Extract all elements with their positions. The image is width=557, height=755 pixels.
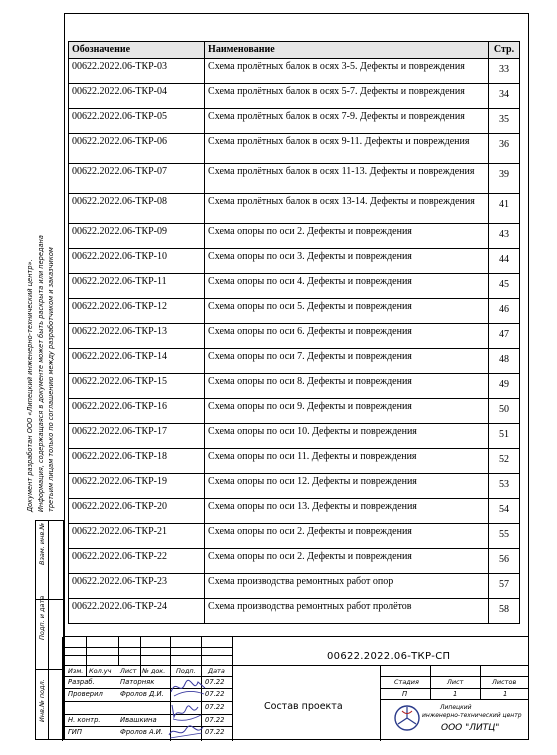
row-name: Схема опоры по оси 11. Дефекты и повреждения — [205, 449, 489, 474]
row-page: 45 — [489, 274, 520, 299]
row-name: Схема опоры по оси 5. Дефекты и повреждения — [205, 299, 489, 324]
row-code: 00622.2022.06-ТКР-24 — [69, 599, 205, 624]
date-row3: 07.22 — [205, 703, 225, 711]
org-name: ООО "ЛИТЦ" — [441, 723, 500, 733]
contents-table — [68, 41, 520, 624]
table-row — [69, 299, 520, 324]
row-code: 00622.2022.06-ТКР-19 — [69, 474, 205, 499]
table-row — [69, 164, 520, 194]
table-row — [69, 399, 520, 424]
row-name: Схема опоры по оси 7. Дефекты и повреждения — [205, 349, 489, 374]
row-code: 00622.2022.06-ТКР-22 — [69, 549, 205, 574]
row-page: 50 — [489, 399, 520, 424]
row-code: 00622.2022.06-ТКР-21 — [69, 524, 205, 549]
sheets-value: 1 — [503, 690, 508, 698]
row-code: 00622.2022.06-ТКР-05 — [69, 109, 205, 134]
role-razrab: Разраб. — [68, 678, 95, 686]
row-page: 43 — [489, 224, 520, 249]
table-row — [69, 324, 520, 349]
table-row — [69, 374, 520, 399]
row-name: Схема опоры по оси 2. Дефекты и повреждения — [205, 524, 489, 549]
row-page: 53 — [489, 474, 520, 499]
signature-nkontr — [168, 701, 204, 723]
row-page: 51 — [489, 424, 520, 449]
side-label-sign-date: Подп. и дата — [38, 595, 46, 640]
name-gip: Фролов А.И. — [120, 728, 164, 736]
row-name: Схема опоры по оси 8. Дефекты и повреждения — [205, 374, 489, 399]
row-code: 00622.2022.06-ТКР-15 — [69, 374, 205, 399]
confidentiality-notice: Документ разработан ООО «Липецкий инженерно-технический центр». Информация, содержащаяся в документе может быть раскрыта или передана третьим лицам только по соглашению между разработчиком и заказчиком — [26, 235, 55, 512]
table-row — [69, 449, 520, 474]
sheet-header: Лист — [447, 678, 464, 686]
table-row — [69, 134, 520, 164]
doc-title: Состав проекта — [264, 701, 343, 712]
row-page: 49 — [489, 374, 520, 399]
table-row — [69, 274, 520, 299]
table-header-row — [69, 42, 520, 59]
org-line1: Липецкий — [440, 704, 472, 711]
table-row — [69, 574, 520, 599]
table-row — [69, 599, 520, 624]
row-code: 00622.2022.06-ТКР-07 — [69, 164, 205, 194]
row-code: 00622.2022.06-ТКР-17 — [69, 424, 205, 449]
row-code: 00622.2022.06-ТКР-09 — [69, 224, 205, 249]
side-label-inv-orig: Инв.№ подл. — [38, 679, 46, 722]
table-row — [69, 474, 520, 499]
row-code: 00622.2022.06-ТКР-16 — [69, 399, 205, 424]
company-logo-icon — [392, 703, 422, 733]
table-row — [69, 349, 520, 374]
row-code: 00622.2022.06-ТКР-11 — [69, 274, 205, 299]
row-code: 00622.2022.06-ТКР-03 — [69, 59, 205, 84]
row-code: 00622.2022.06-ТКР-14 — [69, 349, 205, 374]
row-name: Схема опоры по оси 6. Дефекты и повреждения — [205, 324, 489, 349]
row-name: Схема пролётных балок в осях 13-14. Дефекты и повреждения — [205, 194, 489, 224]
row-page: 55 — [489, 524, 520, 549]
row-name: Схема опоры по оси 9. Дефекты и повреждения — [205, 399, 489, 424]
col-izm: Изм. — [68, 667, 84, 675]
row-page: 34 — [489, 84, 520, 109]
col-date: Дата — [208, 667, 225, 675]
doc-number: 00622.2022.06-ТКР-СП — [327, 651, 451, 662]
table-row — [69, 499, 520, 524]
row-page: 58 — [489, 599, 520, 624]
name-razrab: Паторняк — [120, 678, 155, 686]
title-block — [64, 636, 529, 741]
row-page: 48 — [489, 349, 520, 374]
table-row — [69, 84, 520, 109]
table-row — [69, 109, 520, 134]
date-gip: 07.22 — [205, 728, 225, 736]
table-row — [69, 224, 520, 249]
name-proveril: Фролов Д.И. — [120, 690, 164, 698]
row-name: Схема опоры по оси 10. Дефекты и повреждения — [205, 424, 489, 449]
col-podp: Подп. — [176, 667, 196, 675]
row-page: 54 — [489, 499, 520, 524]
row-page: 47 — [489, 324, 520, 349]
table-row — [69, 194, 520, 224]
table-row — [69, 249, 520, 274]
row-name: Схема опоры по оси 2. Дефекты и повреждения — [205, 224, 489, 249]
role-proveril: Проверил — [68, 690, 103, 698]
row-name: Схема пролётных балок в осях 5-7. Дефекты и повреждения — [205, 84, 489, 109]
row-name: Схема производства ремонтных работ пролётов — [205, 599, 489, 624]
row-page: 33 — [489, 59, 520, 84]
row-code: 00622.2022.06-ТКР-23 — [69, 574, 205, 599]
role-nkontr: Н. контр. — [68, 716, 101, 724]
row-code: 00622.2022.06-ТКР-10 — [69, 249, 205, 274]
col-kol: Кол.уч — [89, 667, 112, 675]
sheets-header: Листов — [492, 678, 517, 686]
stage-value: П — [402, 690, 408, 698]
row-name: Схема производства ремонтных работ опор — [205, 574, 489, 599]
org-line2: инженерно-технический центр — [422, 712, 522, 719]
row-name: Схема опоры по оси 13. Дефекты и повреждения — [205, 499, 489, 524]
row-page: 35 — [489, 109, 520, 134]
row-code: 00622.2022.06-ТКР-12 — [69, 299, 205, 324]
header-page: Стр. — [489, 42, 520, 59]
col-ndoc: № док. — [142, 667, 166, 675]
row-page: 39 — [489, 164, 520, 194]
row-page: 56 — [489, 549, 520, 574]
row-name: Схема опоры по оси 2. Дефекты и повреждения — [205, 549, 489, 574]
date-razrab: 07.22 — [205, 678, 225, 686]
row-code: 00622.2022.06-ТКР-04 — [69, 84, 205, 109]
side-label-inv-replace: Взам. инв.№ — [38, 522, 46, 565]
row-name: Схема опоры по оси 12. Дефекты и повреждения — [205, 474, 489, 499]
row-page: 57 — [489, 574, 520, 599]
sheet-value: 1 — [453, 690, 458, 698]
row-page: 41 — [489, 194, 520, 224]
signature-gip — [166, 723, 206, 741]
row-name: Схема пролётных балок в осях 9-11. Дефекты и повреждения — [205, 134, 489, 164]
row-code: 00622.2022.06-ТКР-20 — [69, 499, 205, 524]
date-nkontr: 07.22 — [205, 716, 225, 724]
date-proveril: 07.22 — [205, 690, 225, 698]
stage-header: Стадия — [394, 678, 419, 686]
table-row — [69, 549, 520, 574]
row-page: 44 — [489, 249, 520, 274]
row-name: Схема опоры по оси 3. Дефекты и повреждения — [205, 249, 489, 274]
col-list: Лист — [120, 667, 137, 675]
row-page: 52 — [489, 449, 520, 474]
header-code: Обозначение — [69, 42, 205, 59]
row-name: Схема опоры по оси 4. Дефекты и повреждения — [205, 274, 489, 299]
row-page: 46 — [489, 299, 520, 324]
row-code: 00622.2022.06-ТКР-06 — [69, 134, 205, 164]
name-nkontr: Ивашкина — [120, 716, 157, 724]
header-name: Наименование — [205, 42, 489, 59]
signature-razrab — [168, 674, 208, 700]
row-name: Схема пролётных балок в осях 3-5. Дефекты и повреждения — [205, 59, 489, 84]
row-code: 00622.2022.06-ТКР-08 — [69, 194, 205, 224]
row-name: Схема пролётных балок в осях 11-13. Дефекты и повреждения — [205, 164, 489, 194]
table-row — [69, 524, 520, 549]
table-row — [69, 424, 520, 449]
table-row — [69, 59, 520, 84]
role-gip: ГИП — [68, 728, 82, 736]
row-code: 00622.2022.06-ТКР-13 — [69, 324, 205, 349]
row-page: 36 — [489, 134, 520, 164]
row-code: 00622.2022.06-ТКР-18 — [69, 449, 205, 474]
row-name: Схема пролётных балок в осях 7-9. Дефекты и повреждения — [205, 109, 489, 134]
